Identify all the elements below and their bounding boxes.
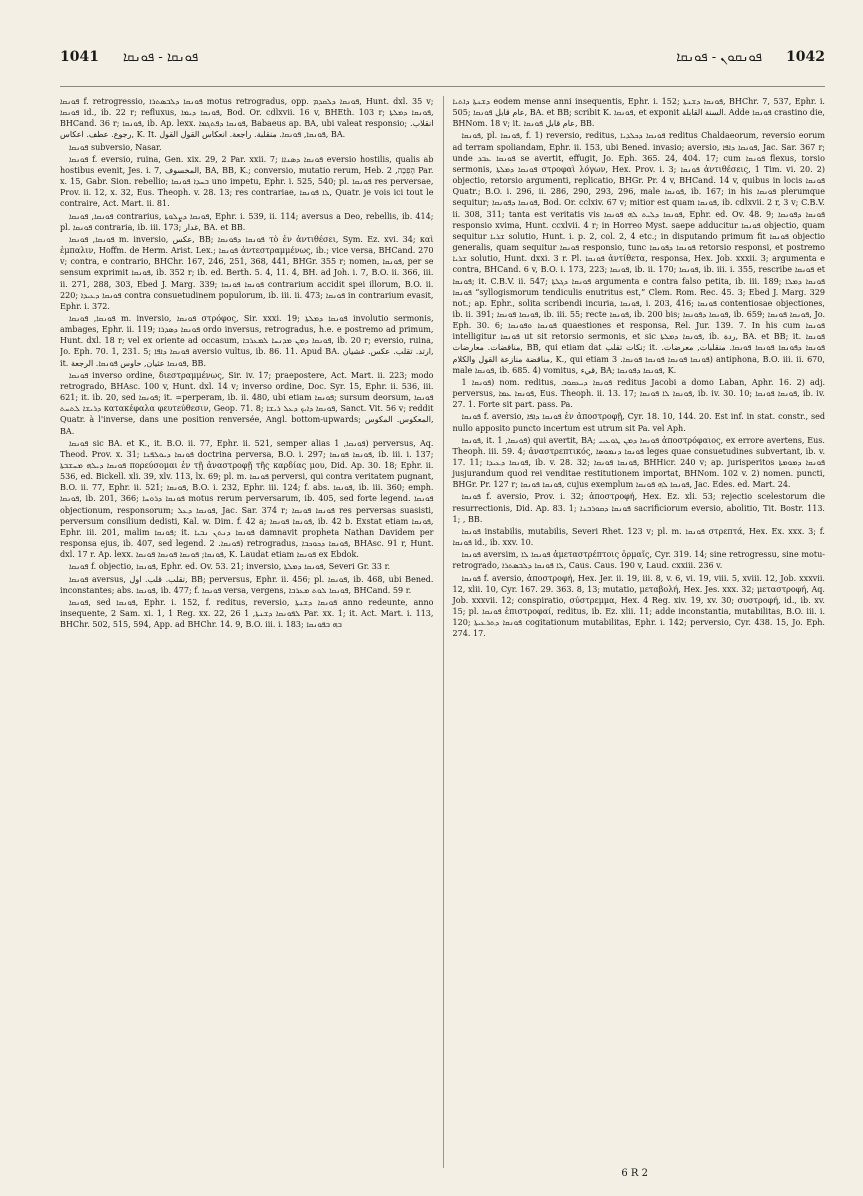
dictionary-entry: ܦܘܢܩܐ f. aversio, Prov. i. 32; ἀποστροφή, Hex. Ez. xli. 53; rejectio scelestorum die resurrectionis, Did. Ap. 83. 1; ܦܘܢܩܐ ܕܩܘܪܒܢܐ sacrificiorum eversio, abolitio, Tit. Bostr. 113. 1; , BB.	[452, 492, 825, 524]
dictionary-entry: ܦܘܢܩܐ f. eversio, ruina, Gen. xix. 29, 2 Par. xxii. 7; ܦܘܢܩܐ ܕܣܢܐܐ eversio hostilis, qualis ab hostibus evenit, Jes. i. 7, المخسوف, BA, BB, K.; conversio, mutatio rerum, Heb. הָפְכָה, 2 Par. x. 15, Gabr. Sion. rebellio; ܒܚܕܐ ܦܘܢܩܐ uno impetu, Ephr. i. 525, 540; pl. ܦܘܢܩܐ res perversae, Prov. ii. 12, x. 32, Eus. Theoph. v. 28. 13; res contrariae, ܠܐ ܦܘܢܩܐ, Quatr. je vois ici tout le contraire, Act. Mart. ii. 81.	[60, 154, 434, 209]
running-head-left	[60, 49, 198, 65]
right-column	[443, 96, 826, 1168]
page-number-left: 1041	[60, 49, 99, 65]
left-column	[60, 96, 443, 1168]
dictionary-entry: ܦܘܢܩܐ, sed ܦܘܢܩܐ, Ephr. i. 152, f. reditus, reversio, ܦܘܢܩܐ ܕܫܢܬܐ anno redeunte, anno insequente, 2 Sam. xi. 1, 1 Reg. xx. 22, 26 ܠܦܘܢܩܐ ܕܫܢܬܐ, 1 Par. xx. 1; it. Act. Mart. i. 113, BHChr. 502, 515, 594, App. ad BHChr. 14. 9, B.O. iii. i. 183; ܒܗ ܒܦܘܢܩܐ	[60, 597, 434, 630]
running-head-right	[676, 49, 825, 65]
dictionary-entry: ܦܘܢܩܐ, ܦܘܢܩܐ contrarius, ܦܘܢܩܐ ܕܨܠܘܬܐ, Ephr. i. 539, ii. 114; aversus a Deo, rebellis, ib. 414; pl. ܦܘܢܩܐ contraria, ib. iii. 173; غدار, BA. et BB.	[60, 211, 434, 232]
dictionary-entry: ܦܘܢܩܐ, ܦܘܢܩܐ m. inversio, ܦܘܢܩܐ στρόφος, Sir. xxxi. 19; ܦܘܢܩܐ ܕܡܠܬܐ involutio sermonis, ambages, Ephr. ii. 119; ܦܘܢܩܐ ܕܣܕܪܐ ordo inversus, retrogradus, h.e. e postremo ad primum, Hunt. dxl. 18 r; vel ex oriente ad occasum, ܦܘܢܩܐ ܕܡܢ ܡܕܢܚܐ ܠܡܥܪܒܐ, ib. 20 r; eversio, ruina, Jo. Eph. 70. 1, 231. 5; ܦܘܢܩܐ ܕܐܦܐ aversio vultus, ib. 86. 11. Apud BA. ارتد. تقلب. عكس. غشيان, it. ܦܘܢܩܐ عثيان, حاوس ܦܘܢܩܐ. الرجعة, BB.	[60, 313, 434, 368]
dictionary-entry: ܦܘܢܩܐ aversus, تقلب. قلب. اول, BB; perversus, Ephr. ii. 456; pl. ܦܘܢܩܐ, ib. 468, ubi Bened. inconstantes; abs. ܦܘܢܩܐ, ib. 477; f. ܦܘܢܩܐ versa, vergens, ܦܘܢܩܐ ܠܘܬ ܡܥܪܒܐ, BHCand. 59 r.	[60, 574, 434, 595]
heading-left: ܦܘܢܩܐ - ܦܘܢܩܐ	[122, 49, 199, 65]
running-head	[60, 28, 825, 87]
dictionary-entry: ܦܘܢܩܐ, it. ܦܘܢܩܐ, 1) qui avertit, BA; ܦܘܢܩܐ ܕܡܢ ܛܘܥܝܝ ἀποστρόφαιος, ex errore avertens, Eus. Theoph. iii. 59. 4; ἀναστρεπτικός, ܦܘܢܩܐ ܕܢܡܘܣܐ leges quae consuetudines subvertant, ib. v. 17. 11; ܦܘܢܩܐ ܕܥܝܕܐ, ib. v. 28. 32; ܦܘܢܩܐ ܦܘܢܩܐ, BHHicr. 240 v; ap. jurisperitos ܦܘܢܩܐ ܕܡܘܡܬܐ jusjurandum quod rei venditae restitutionem importat, BHNom. 102 v. 2) nomen. puncti, BHGr. Pr. 127 r; ܦܘܢܩܐ ܦܘܢܩܐ, cujus exemplum ܦܘܢܩܐ ܠܗ ܦܘܢܩܐ, Jac. Edes. ed. Mart. 24.	[452, 435, 825, 490]
dictionary-entry: ܦܘܢܩܐ f. objectio, ܦܘܢܩܐ, Ephr. ed. Ov. 53. 21; inversio, ܦܘܢܩܐ ܕܡܠܬܐ, Severi Gr. 33 r.	[69, 562, 391, 572]
dictionary-entry: ܦܘܢܩܐ f. aversio, ἀποστροφή, Hex. Jer. ii. 19, iii. 8, v. 6, vi. 19, viii. 5, xviii. 12, Job. xxxvii. 12, xlii. 10, Cyr. 167. 29. 363. 8, 13; mutatio, μεταβολή, Hex. Jes. xxx. 32; μεταστροφή, Aq. Job. xxxvii. 12; conspiratio, σύστρεμμα, Hex. 4 Reg. xiv. 19, xv. 30; συστροφή, id., ib. xv. 15; pl. ܦܘܢܩܐ ἐπιστροφαί, reditus, ib. Ez. xlii. 11; adde inconstantia, mutabilitas, B.O. iii. i. 120; ܦܘܢܩܐ ܕܬܪܥܝܬܐ cogitationum mutabilitas, Ephr. i. 142; perversio, Cyr. 438. 15, Jo. Eph. 274. 17.	[452, 573, 825, 639]
heading-right: ܦܘܢܩܘܢ - ܦܘܢܩܐ	[676, 49, 763, 65]
dictionary-entry: ܦܘܢܩܐ f. aversio, ܦܘܢܩܐ ܕܐܦܐ ἐν ἀποστροφῇ, Cyr. 18. 10, 144. 20. Est inf. in stat. constr., sed nullo apposito puncto incertum est utrum sit Pa. vel Aph.	[452, 412, 825, 433]
text-columns	[60, 96, 825, 1168]
dictionary-entry: ܦܘܢܩܐ aversim, ܦܘܢܩܐ ܠܐ ἀμεταστρέπτοις ὁρμαῖς, Cyr. 319. 14; sine retrogressu, sine motu-retrogrado, ܠܐ ܦܘܢܩܐ ܕܠܒܣܬܪܐ, Caus. Caus. 190 v, Laud. cxxiii. 236 v.	[452, 550, 825, 571]
dictionary-entry: ܦܘܢܩܐ, ܦܘܢܩܐ m. inversio, عكس, BB; ܦܘܢܩܐ ܕܦܘܢܩܐ τὸ ἐν ἀντιθέσει, Sym. Ez. xvi. 34; καὶ ἐμπαλιν, Hoffm. de Herm. Arist. Lex.; ܦܘܢܩܐ ἀντεστραμμένως, ib.; vice versa, BHCand. 270 v; contra, e contrario, BHChr. 167, 246, 251, 368, 441, BHGr. 355 r; nomen, ܦܘܢܩܐ, per se sensum exprimit ܦܘܢܩܐ, ib. 352 r; ib. ed. Berth. 5. 4, 11. 4, BH. ad Joh. i. 7, B.O. ii. 366, iii. ii. 271, 288, 303, Ebed J. Marg. 339; ܦܘܢܩܐ ܦܘܢܩܐ contrarium accidit spei illorum, B.O. ii. 220; ܦܘܢܩܐ ܕܥܝܕܐ contra consuetudinem populorum, ib. iii. ii. 473; ܦܘܢܩܐ in contrarium evasit, Ephr. i. 372.	[60, 234, 434, 311]
dictionary-entry: ܦܘܢܩܐ 1) nom. reditus, ܦܘܢܩܐ ܕܝܥܩܘܒ reditus Jacobi a domo Laban, Aphr. 16. 2) adj. perversus, ܦܘܢܩܐ ܥܡܐ, Eus. Theoph. ii. 13. 17; ܦܘܢܩܐ ܠܐ ܦܘܢܩܐ, ib. iv. 30. 10; ܦܘܢܩܐ ܦܘܢܩܐ, ib. iv. 27. 1. Forte sit part. pass. Pa.	[452, 377, 825, 410]
dictionary-entry: ܦܘܢܩܐ instabilis, mutabilis, Severi Rhet. 123 v; pl. m. ܦܘܢܩܐ στρεπτά, Hex. Ex. xxx. 3; f. ܦܘܢܩܐ id., ib. xxv. 10.	[452, 526, 825, 548]
dictionary-entry: ܕܫܢܬܐ ܕܐܬܝܐ eodem mense anni insequentis, Ephr. i. 152; ܦܘܢܩܐ ܕܫܢܬܐ, BHChr. 7, 537, Ephr. i. 505; عام قابل ܦܘܢܩܐ, BA. et BB; scribit K. ܦܘܢܩܐ, et exponit السنة القابلة. Adde ܦܘܢܩܐ crastino die, BHNom. 18 v; it. عام قابل ܦܘܢܩܐ, BB.	[452, 97, 825, 129]
dictionary-entry: ܦܘܢܩܐ inverso ordine, διεστραμμένως, Sir. iv. 17; praepostere, Act. Mart. ii. 223; modo retrogrado, BHAsc. 100 v, Hunt. dxl. 14 v; inverso ordine, Doc. Syr. 15, Ephr. ii. 536, iii. 621; it. ib. 20, sed ܦܘܢܩܐ; it. =perperam, ib. ii. 480, ubi etiam ܦܘܢܩܐ; sursum deorsum, ܦܘܢܩܐ ܕܪܝܫܐ ܠܬܚܬ κατακέφαλα φευτεύθεσιν, Geop. 71. 8; ܦܘܢܩܐ ܕܐܝܟ ܕܥܠ ܪܝܫܐ, Sanct. Vit. 56 v; reddit Quatr. à l'inverse, dans une position renversée, Angl. bottom-upwards; المعكوس. المكوس, BA.	[60, 370, 434, 436]
dictionary-entry: ܦܘܢܩܐ sic BA. et K., it. B.O. ii. 77, Ephr. ii. 521, semper alias ܦܘܢܩܐ, 1) perversus, Aq. Theod. Prov. x. 31; ܦܘܢܩܐ ܕܝܘܠܦܢܐ doctrina perversa, B.O. i. 297; ܦܘܢܩܐ ܦܘܢܩܐ, ib. iii. i. 137; ܦܘܢܩܐ ܕܝܠܗ ܡܚܫܒܬܐ πορεύσομαι ἐν τῇ ἀναστροφῇ τῆς καρδίας μου, Did. Ap. 30. 18; Ephr. ii. 536, ed. Bickell. xli. 39, xlv. 113, lx. 69; pl. m. ܦܘܢܩܐ perversi, qui contra veritatem pugnant, B.O. ii. 77, Ephr. ii. 521; ܦܘܢܩܐ, B.O. i. 232, Ephr. iii. 124; f. abs. ܦܘܢܩܐ, ib. iii. 360; emph. ܦܘܢܩܐ, ib. 201, 366; ܦܘܢܩܐ ܕܪܘܚܐ motus rerum perversarum, ib. 405, sed forte legend. ܦܘܢܩܐ objectionum, responsorum; ܦܘܢܩܐ ܕܥܠ, Jac. Sar. 374 r; ܦܘܢܩܐ ܦܘܢܩܐ res perversas suasisti, perversum consilium dedisti, Kal. w. Dim. f. 42 a; ܦܘܢܩܐ ܦܘܢܩܐ, ib. 42 b. Exstat etiam ܦܘܢܩܐ, Ephr. iii. 201, malim ܦܘܢܩܐ; it. ܦܘܢܩܐ ܕܢܬܢ ܢܒܝܐ damnavit propheta Nathan Davidem per responsa ejus, ib. 407, sed legend. ܦܘܢܩܐ. 2) retrogradus, ܦܘܢܩܐ ܕܟܘܟܒܐ, BHAsc. 91 r, Hunt. dxl. 17 r. Ap. lexx. ܦܘܢܩܐ; ܦܘܢܩܐ ܦܘܢܩܐ ܦܘܢܩܐ, K. Laudat etiam ܦܘܢܩܐ ex Ebdok.	[60, 438, 434, 560]
dictionary-entry: ܦܘܢܩܐ subversio, Nasar.	[69, 142, 162, 152]
dictionary-entry: ܦܘܢܩܐ, pl. ܦܘܢܩܐ, f. 1) reversio, reditus, ܦܘܢܩܐ ܕܟܠܕܝܐ reditus Chaldaeorum, reversio eorum ad terram spoliandam, Ephr. ii. 153, ubi Bened. invasio; aversio, ܦܘܢܩܐ ܕܐܦܐ, Jac. Sar. 367 r; unde ܦܘܢܩܐ ܥܒܕ se avertit, effugit, Jo. Eph. 365. 24, 404. 17; cum ܦܘܢܩܐ flexus, torsio sermonis, ܦܘܢܩܐ ܕܡܠܬܐ στροφαὶ λόγων, Hex. Prov. i. 3; ܦܘܢܩܐ ἀντιθέσεις, 1 Tim. vi. 20. 2) objectio, retorsio argumenti, replicatio, BHGr. Pr. 4 v, BHCand. 14 v, quibus in locis ܦܘܢܩܐ Quatr.; B.O. i. 296, ii. 286, 290, 293, 296, male ܦܘܢܩܐ, ib. 167; in his ܦܘܢܩܐ plerumque sequitur; ܦܘܢܩܐ ܕܦܘܢܩܐ, Bod. Or. cclxiv. 67 v; mitior est quam ܦܘܢܩܐ, ib. cdlxvii. 2 r, 3 v; C.B.V. ii. 308, 311; tanta est veritatis vis ܦܘܢܩܐ ܕܠܝܬ ܠܗ ܦܘܢܩܐ, Ephr. ed. Ov. 48. 9; ܦܘܢܩܐ ܕܦܘܢܩܐ responsio xvima, Hunt. ccxlvii. 4 r; in Horreo Myst. saepe adducitur ܦܘܢܩܐ objectio, quam sequitur ܫܪܝܐ solutio, Hunt. i. p. 2, col. 2, 4 etc.; in disputando primum fit ܦܘܢܩܐ objectio generalis, quam sequitur ܦܘܢܩܐ responsio, tunc ܦܘܢܩܐ ܕܦܘܢܩܐ retorsio responsi, et postremo ܫܪܝܐ solutio, Hunt. dxxi. 3 r. Pl. ܦܘܢܩܐ ἀντίθετα, responsa, Hex. Job. xxxii. 3; argumenta e contra, BHCand. 6 v, B.O. i. 173, 223; ܦܘܢܩܐ, ib. ii. 170; ܦܘܢܩܐ, ib. iii. i. 355, rescribe ܦܘܢܩܐ et ܦܘܢܩܐ; it. C.B.V. ii. 547; ܦܘܢܩܐ ܕܓܠܬܐ argumenta e contra falso petita, ib. iii. 189; ܦܘܢܩܐ ܕܡܠܐ ܦܘܢܩܐ “syllogismorum tendiculis enutritus est,” Clem. Rom. Rec. 45. 3; Ebed J. Marg. 329 not.; ap. Ephr., solita scribendi incuria, ܦܘܢܩܐ, i. 203, 416; ܦܘܢܩܐ contentiosae objectiones, ib. ii. 391; ܦܘܢܩܐ ܦܘܢܩܐ, ib. iii. 55; recte ܦܘܢܩܐ, ib. 200 bis; ܦܘܢܩܐ ܕܦܘܢܩܐ, ib. 659; ܦܘܢܩܐ ܦܘܢܩܐ, Jo. Eph. 30. 6; ܦܘܢܩܐ ܘܦܘܢܩܐ quaestiones et responsa, Rel. Jur. 139. 7. In his cum ܦܘܢܩܐ intelligitur ܦܘܢܩܐ ut sit retorsio sermonis, et sic ܦܘܢܩܐ ܕܡܠܬܐ, ib. ردة, BA. et BB; it. ܦܘܢܩܐ مناقضات. معارضات, BB, qui etiam dat نكات تقلب; it. ܦܘܢܩܐ ܕܦܘܢܩܐ ܦܘܢܩܐ ܦܘܢܩܐ. منقلبات, معرضات. مناقضة منازعة القول والكلام, K., qui etiam ܦܘܢܩܐ ܦܘܢܩܐ ܦܘܢܩܐ ܦܘܢܩܐ. 3) antiphona, B.O. iii. ii. 670, male ܦܘܢܩܐ, ib. 685. 4) vomitus, قيء, BA; ܦܘܢܩܐ ܕܦܘܢܩܐ, K.	[452, 131, 825, 375]
dictionary-entry: ܦܘܢܩܐ f. retrogressio, ܦܘܢܩܐ ܕܠܒܣܬܪܐ motus retrogradus, opp. ܦܘܢܩܐ ܕܠܩܕܡ, Hunt. dxl. 35 v; ܦܘܢܩܐ id., ib. 22 r; refluxus, ܦܘܢܩܐ ܕܝܡܐ, Bod. Or. cdlxvii. 16 v, BHEth. 103 r; ܦܘܢܩܐ ܕܡܠܬܐ, BHCand. 36 r; ܦܘܢܩܐ, ib. Ap. lexx. ܦܘܢܩܐ ܕܦܬܓܡܐ, Babaeus ap. BA, ubi valeat responsio; انقلاب. رجوع. عطف. اعكاس, K. It. ܦܘܢܩܐ, ܦܘܢܩܐ. منقلبة. راجعة. انعكاس القول القول, BA.	[60, 97, 434, 140]
printer-signature: 6 R 2	[621, 1168, 648, 1179]
page-number-right: 1042	[786, 49, 825, 65]
